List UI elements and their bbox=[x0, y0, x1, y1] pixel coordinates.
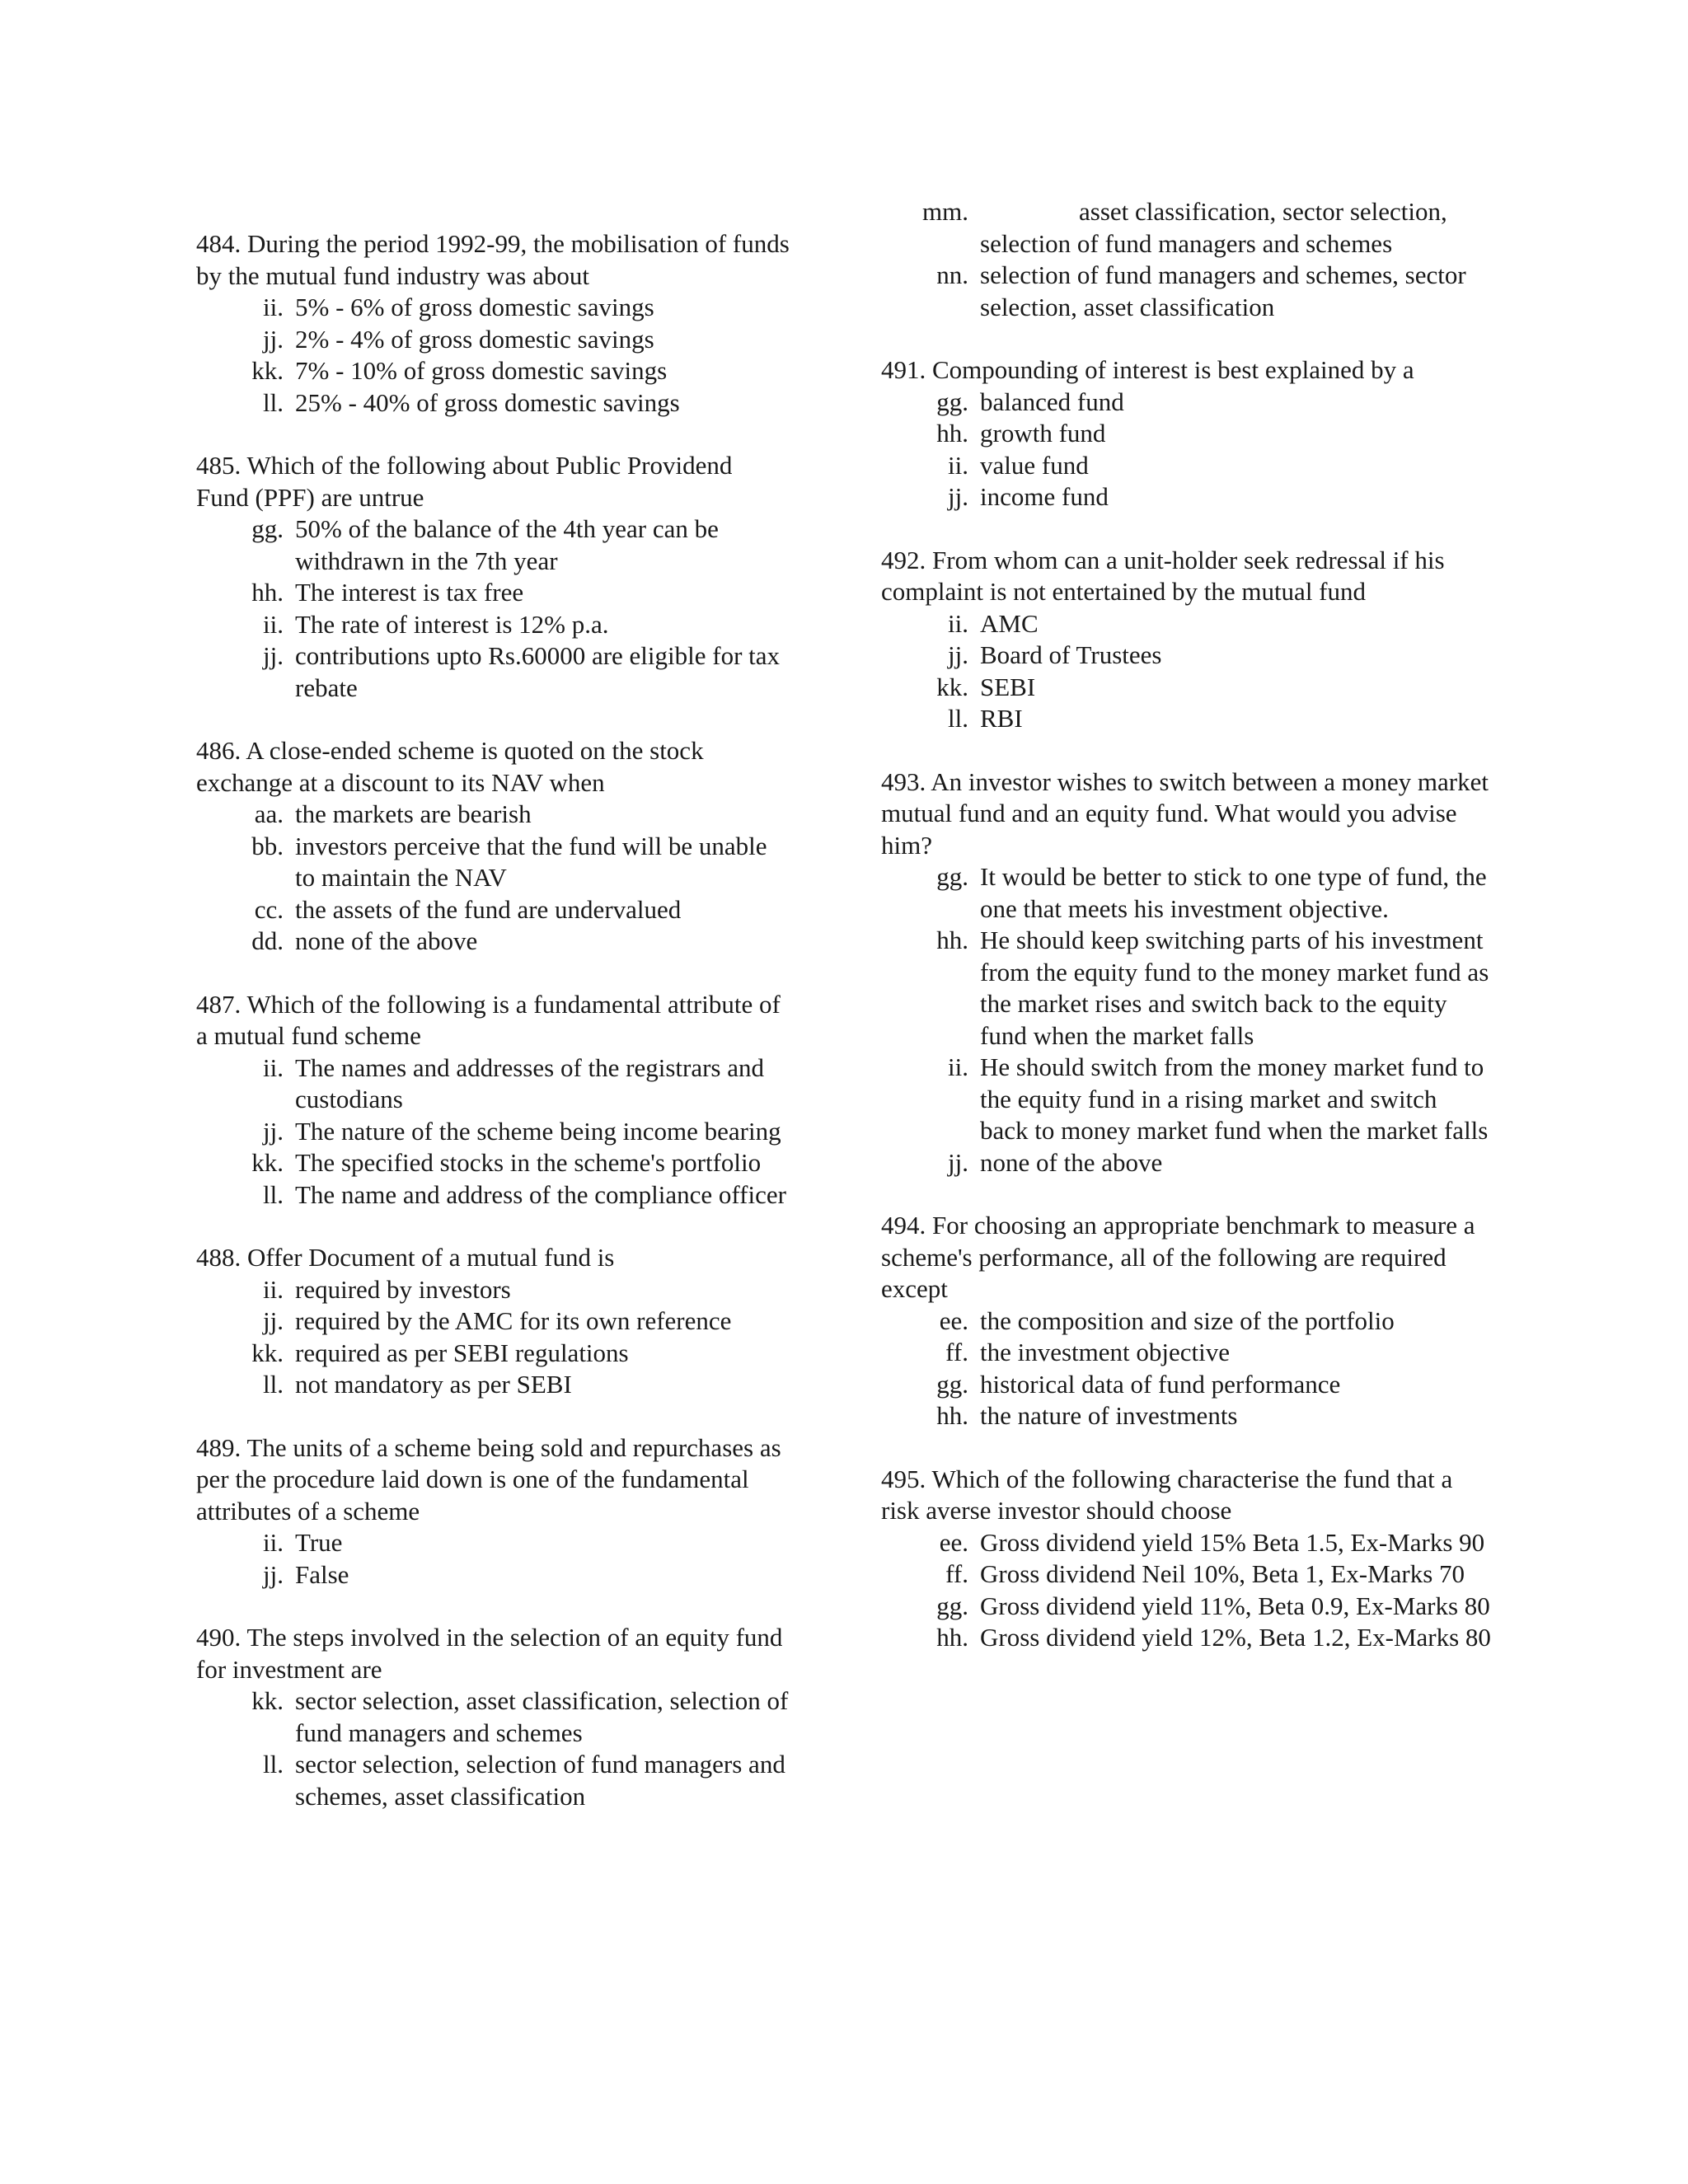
option-text: 50% of the balance of the 4th year can be withdrawn in the 7th year bbox=[295, 514, 719, 575]
option-letter: kk. bbox=[251, 356, 284, 385]
option-letter: gg. bbox=[936, 387, 968, 416]
option-hh bbox=[881, 1400, 1491, 1432]
option-text: RBI bbox=[980, 704, 1023, 733]
option-letter: kk. bbox=[251, 1338, 284, 1367]
option-text: The rate of interest is 12% p.a. bbox=[295, 609, 609, 639]
option-text: Gross dividend yield 11%, Beta 0.9, Ex-Marks 80 bbox=[980, 1591, 1490, 1620]
option-text: required by investors bbox=[295, 1274, 511, 1304]
option-letter: gg. bbox=[936, 1369, 968, 1399]
option-gg bbox=[881, 1369, 1491, 1401]
option-text: True bbox=[295, 1528, 343, 1557]
option-letter: jj. bbox=[263, 1306, 284, 1335]
option-letter: cc. bbox=[254, 894, 284, 924]
option-gg bbox=[881, 1591, 1491, 1623]
right-column bbox=[881, 196, 1491, 1685]
option-letter: hh. bbox=[936, 1401, 968, 1430]
option-text: required by the AMC for its own reference bbox=[295, 1306, 732, 1335]
question-text: 493. An investor wishes to switch between a money market mutual fund and an equity fund. What would you advise him? bbox=[881, 766, 1489, 860]
option-text: sector selection, asset classification, selection of fund managers and schemes bbox=[295, 1686, 789, 1747]
question-text: 494. For choosing an appropriate benchmark to measure a scheme's performance, all of the following are required except bbox=[881, 1211, 1475, 1303]
option-text: none of the above bbox=[980, 1147, 1163, 1177]
option-text: Gross dividend yield 15% Beta 1.5, Ex-Marks 90 bbox=[980, 1527, 1485, 1557]
question-text: 490. The steps involved in the selection of an equity fund for investment are bbox=[196, 1623, 783, 1684]
option-letter: ii. bbox=[263, 1274, 284, 1304]
question-488 bbox=[196, 1242, 790, 1401]
option-letter: ii. bbox=[948, 608, 968, 638]
option-text: the assets of the fund are undervalued bbox=[295, 894, 682, 924]
option-text: 5% - 6% of gross domestic savings bbox=[295, 293, 654, 321]
option-text: balanced fund bbox=[980, 387, 1124, 416]
option-ii bbox=[881, 450, 1491, 482]
option-hh bbox=[881, 418, 1491, 450]
option-jj bbox=[196, 324, 790, 356]
option-text: the investment objective bbox=[980, 1338, 1231, 1366]
option-text: required as per SEBI regulations bbox=[295, 1338, 629, 1367]
option-ii bbox=[196, 609, 790, 641]
question-494 bbox=[881, 1210, 1491, 1432]
option-letter: ii. bbox=[948, 450, 968, 480]
option-ii bbox=[196, 1527, 790, 1559]
question-485 bbox=[196, 450, 790, 704]
option-text: sector selection, selection of fund managers and schemes, asset classification bbox=[295, 1750, 785, 1811]
option-letter: kk. bbox=[936, 672, 968, 701]
option-letter: hh. bbox=[936, 926, 968, 954]
option-text: value fund bbox=[980, 450, 1089, 480]
question-text: 487. Which of the following is a fundamental attribute of a mutual fund scheme bbox=[196, 989, 781, 1050]
question-492 bbox=[881, 545, 1491, 735]
option-letter: jj. bbox=[948, 482, 968, 511]
option-text: The nature of the scheme being income bearing bbox=[295, 1116, 781, 1146]
option-kk bbox=[196, 1685, 790, 1749]
option-ii bbox=[881, 608, 1491, 640]
option-letter: ii. bbox=[263, 609, 284, 639]
option-text: Gross dividend yield 12%, Beta 1.2, Ex-Marks 80 bbox=[980, 1623, 1491, 1652]
option-letter: hh. bbox=[936, 1623, 968, 1652]
option-gg bbox=[881, 861, 1491, 925]
option-letter: kk. bbox=[251, 1148, 284, 1177]
option-letter: hh. bbox=[936, 419, 968, 448]
option-letter: ff. bbox=[945, 1559, 968, 1588]
option-text: He should keep switching parts of his investment from the equity fund to the money market fund as the market rises and switch back to the equity fund when the market falls bbox=[980, 926, 1489, 1050]
option-letter: gg. bbox=[936, 862, 968, 891]
option-hh bbox=[881, 925, 1491, 1052]
option-kk bbox=[196, 1147, 790, 1179]
option-ii bbox=[881, 1052, 1491, 1147]
option-letter: jj. bbox=[263, 1559, 284, 1589]
option-letter: ll. bbox=[263, 387, 284, 417]
option-text: historical data of fund performance bbox=[980, 1369, 1341, 1399]
option-text: contributions upto Rs.60000 are eligible for tax rebate bbox=[295, 641, 781, 702]
option-letter: hh. bbox=[251, 578, 284, 607]
option-letter: mm. bbox=[922, 197, 968, 226]
option-text: The name and address of the compliance officer bbox=[295, 1179, 786, 1209]
option-text: The specified stocks in the scheme's portfolio bbox=[295, 1148, 762, 1177]
option-gg bbox=[881, 387, 1491, 419]
option-bb bbox=[196, 831, 790, 894]
question-text: 492. From whom can a unit-holder seek redressal if his complaint is not entertained by the mutual fund bbox=[881, 545, 1445, 606]
option-jj bbox=[196, 1559, 790, 1591]
option-letter: ii. bbox=[263, 1528, 284, 1557]
option-letter: gg. bbox=[251, 514, 284, 543]
question-491 bbox=[881, 354, 1491, 513]
option-text: not mandatory as per SEBI bbox=[295, 1370, 572, 1399]
option-text: He should switch from the money market fund to the equity fund in a rising market and switch back to money market fund when the market falls bbox=[980, 1052, 1489, 1145]
option-text: growth fund bbox=[980, 419, 1106, 448]
option-letter: ee. bbox=[939, 1527, 968, 1557]
question-text: 489. The units of a scheme being sold and repurchases as per the procedure laid down is one of the fundamental attributes of a scheme bbox=[196, 1432, 781, 1526]
question-486 bbox=[196, 735, 790, 958]
option-ll bbox=[196, 1749, 790, 1812]
option-text: none of the above bbox=[295, 926, 478, 955]
option-text: investors perceive that the fund will be unable to maintain the NAV bbox=[295, 831, 767, 892]
option-text: 25% - 40% of gross domestic savings bbox=[295, 387, 680, 417]
option-letter: jj. bbox=[948, 640, 968, 669]
option-letter: jj. bbox=[948, 1147, 968, 1177]
option-jj bbox=[196, 1305, 790, 1338]
option-letter: bb. bbox=[251, 831, 284, 860]
option-text: False bbox=[295, 1559, 349, 1589]
option-text: 2% - 4% of gross domestic savings bbox=[295, 324, 654, 354]
question-493 bbox=[881, 766, 1491, 1179]
question-text: 488. Offer Document of a mutual fund is bbox=[196, 1243, 615, 1272]
option-ii bbox=[196, 1052, 790, 1116]
option-kk bbox=[881, 672, 1491, 704]
option-text: SEBI bbox=[980, 672, 1036, 701]
option-nn bbox=[881, 260, 1491, 323]
question-489 bbox=[196, 1432, 790, 1591]
option-mm bbox=[881, 196, 1491, 260]
option-hh bbox=[881, 1622, 1491, 1654]
question-484 bbox=[196, 228, 790, 419]
option-ll bbox=[196, 387, 790, 419]
option-letter: ee. bbox=[939, 1305, 968, 1335]
option-letter: ii. bbox=[948, 1052, 968, 1081]
option-text: AMC bbox=[980, 608, 1039, 638]
question-487 bbox=[196, 989, 790, 1212]
option-ff bbox=[881, 1558, 1491, 1591]
option-letter: aa. bbox=[254, 799, 284, 828]
option-ee bbox=[881, 1305, 1491, 1338]
option-cc bbox=[196, 894, 790, 926]
option-letter: ll. bbox=[263, 1179, 284, 1209]
option-jj bbox=[196, 1116, 790, 1148]
option-gg bbox=[196, 513, 790, 577]
option-text: asset classification, sector selection, selection of fund managers and schemes bbox=[980, 197, 1447, 258]
option-jj bbox=[196, 640, 790, 704]
option-ff bbox=[881, 1337, 1491, 1369]
option-text: The interest is tax free bbox=[295, 578, 524, 607]
question-text: 484. During the period 1992-99, the mobilisation of funds by the mutual fund industry was about bbox=[196, 229, 790, 290]
option-letter: nn. bbox=[936, 260, 968, 289]
question-490-continued bbox=[881, 196, 1491, 323]
option-text: the nature of investments bbox=[980, 1401, 1238, 1430]
option-jj bbox=[881, 640, 1491, 672]
option-letter: ff. bbox=[945, 1338, 968, 1366]
option-letter: ii. bbox=[263, 293, 284, 321]
option-kk bbox=[196, 355, 790, 387]
question-text: 486. A close-ended scheme is quoted on the stock exchange at a discount to its NAV when bbox=[196, 736, 704, 797]
question-495 bbox=[881, 1464, 1491, 1654]
option-kk bbox=[196, 1338, 790, 1370]
question-490 bbox=[196, 1622, 790, 1812]
option-letter: dd. bbox=[251, 926, 284, 955]
option-ll bbox=[881, 703, 1491, 735]
option-dd bbox=[196, 926, 790, 958]
question-text: 495. Which of the following characterise the fund that a risk averse investor should choose bbox=[881, 1464, 1453, 1525]
option-text: income fund bbox=[980, 482, 1109, 511]
option-text: The names and addresses of the registrars and custodians bbox=[295, 1052, 764, 1113]
option-text: Gross dividend Neil 10%, Beta 1, Ex-Marks 70 bbox=[980, 1559, 1465, 1588]
option-text: selection of fund managers and schemes, sector selection, asset classification bbox=[980, 260, 1466, 321]
option-ll bbox=[196, 1179, 790, 1212]
question-text: 491. Compounding of interest is best explained by a bbox=[881, 355, 1414, 384]
option-letter: ll. bbox=[263, 1750, 284, 1779]
option-jj bbox=[881, 1147, 1491, 1179]
option-ee bbox=[881, 1527, 1491, 1559]
option-letter: ii. bbox=[263, 1052, 284, 1082]
option-text: the composition and size of the portfolio bbox=[980, 1305, 1395, 1335]
option-letter: jj. bbox=[263, 324, 284, 354]
option-aa bbox=[196, 799, 790, 831]
option-letter: kk. bbox=[251, 1686, 284, 1715]
option-text: 7% - 10% of gross domestic savings bbox=[295, 356, 668, 385]
option-letter: jj. bbox=[263, 641, 284, 670]
left-column bbox=[196, 228, 790, 1844]
option-letter: jj. bbox=[263, 1116, 284, 1146]
option-text: the markets are bearish bbox=[295, 799, 532, 828]
option-letter: ll. bbox=[948, 704, 968, 733]
option-ii bbox=[196, 292, 790, 324]
option-jj bbox=[881, 481, 1491, 513]
option-hh bbox=[196, 577, 790, 609]
option-letter: ll. bbox=[263, 1370, 284, 1399]
option-text: Board of Trustees bbox=[980, 640, 1162, 669]
option-ll bbox=[196, 1369, 790, 1401]
option-ii bbox=[196, 1274, 790, 1306]
option-text: It would be better to stick to one type of fund, the one that meets his investment objective. bbox=[980, 862, 1487, 923]
option-letter: gg. bbox=[936, 1591, 968, 1620]
question-text: 485. Which of the following about Public Providend Fund (PPF) are untrue bbox=[196, 451, 733, 512]
